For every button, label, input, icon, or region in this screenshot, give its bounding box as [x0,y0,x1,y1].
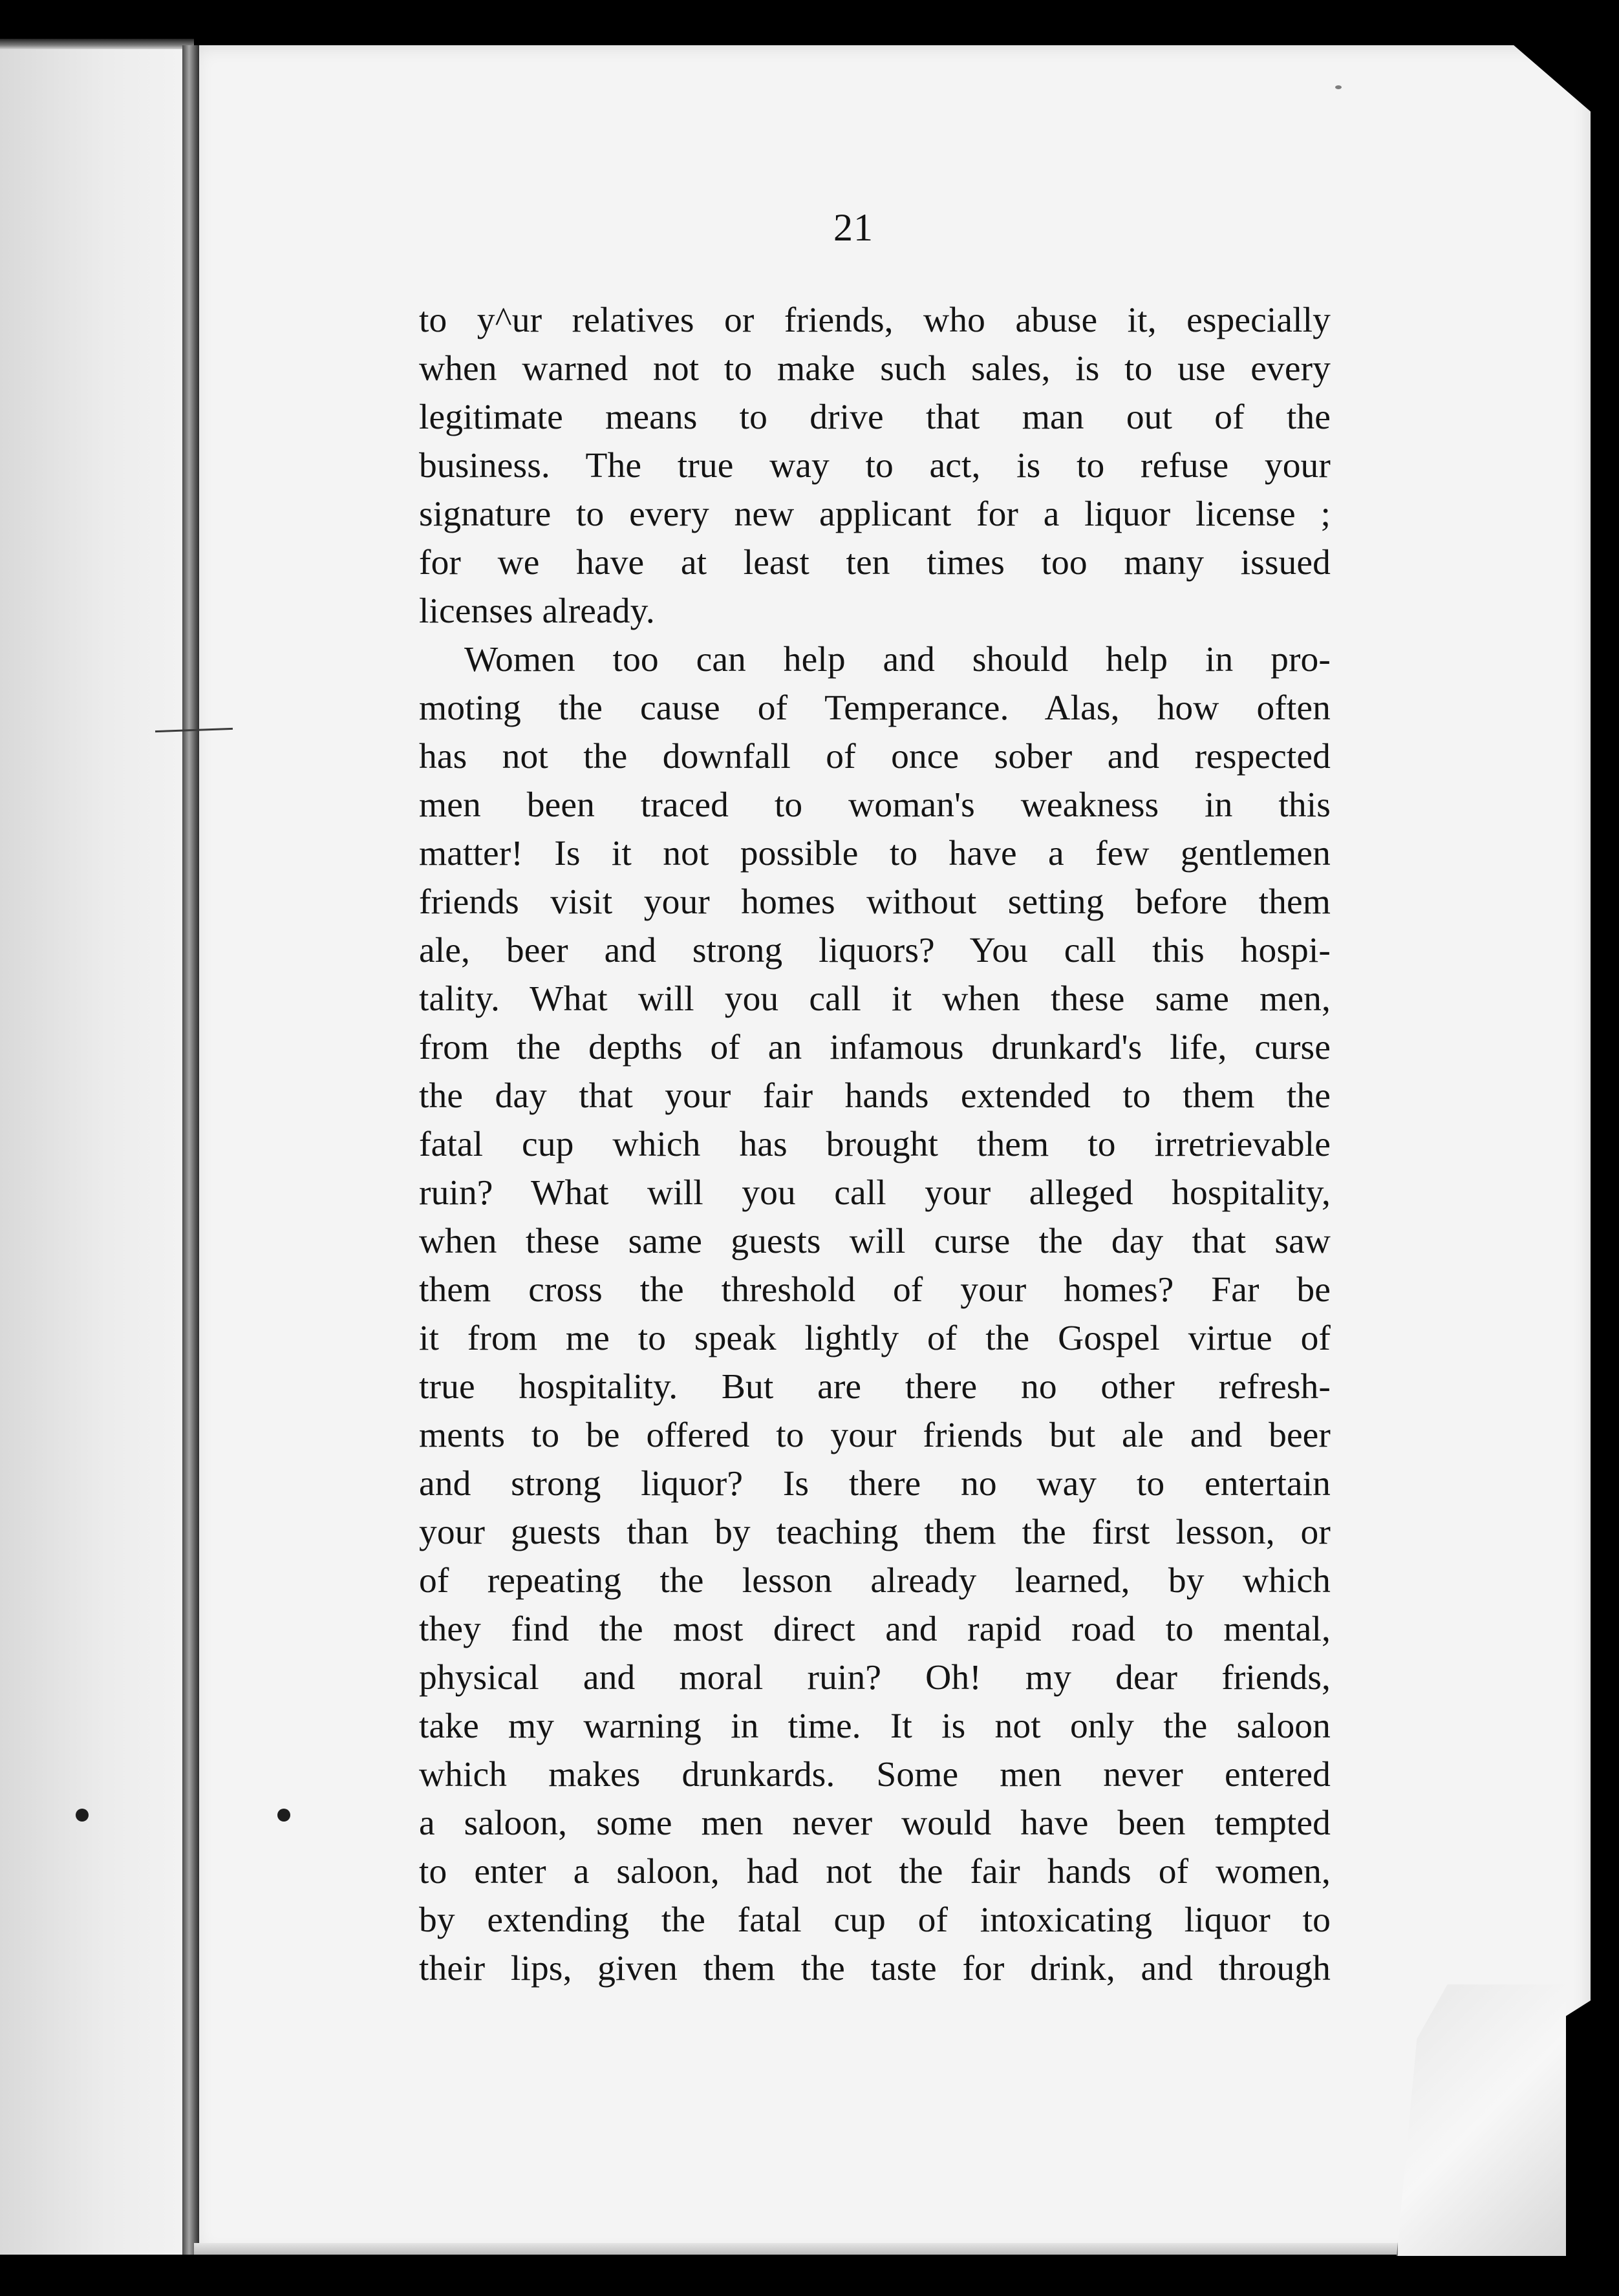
text-line: your guests than by teaching them the first lesson, or [419,1513,1331,1552]
text-line: ments to be offered to your friends but ale and beer [419,1416,1331,1455]
text-line: ale, beer and strong liquors? You call this hospi- [419,931,1331,970]
ink-speck [1335,85,1342,89]
text-line: when these same guests will curse the day that saw [419,1222,1331,1261]
text-line: which makes drunkards. Some men never entered [419,1755,1331,1794]
text-line: business. The true way to act, is to refuse your [419,446,1331,485]
text-line: it from me to speak lightly of the Gospel virtue of [419,1319,1331,1358]
text-line: licenses already. [419,591,655,631]
text-line: Women too can help and should help in pro- [464,640,1331,679]
text-line: physical and moral ruin? Oh! my dear friends, [419,1658,1331,1697]
text-line: ruin? What will you call your alleged hospitality, [419,1173,1331,1213]
text-line: by extending the fatal cup of intoxicating liquor to [419,1900,1331,1940]
text-line: a saloon, some men never would have been tempted [419,1803,1331,1843]
facing-page-edge [0,44,194,2255]
text-line: they find the most direct and rapid road to mental, [419,1610,1331,1649]
text-line: the day that your fair hands extended to them the [419,1076,1331,1116]
text-line: tality. What will you call it when these same men, [419,979,1331,1019]
text-line: and strong liquor? Is there no way to entertain [419,1464,1331,1504]
text-line: signature to every new applicant for a liquor license ; [419,494,1331,534]
text-line: fatal cup which has brought them to irretrievable [419,1125,1331,1164]
page-bottom-shadow [194,2243,1422,2255]
text-line: for we have at least ten times too many issued [419,543,1331,582]
text-line: of repeating the lesson already learned, by which [419,1561,1331,1600]
book-gutter [182,45,199,2255]
text-line: their lips, given them the taste for drink, and through [419,1949,1331,1988]
text-line: moting the cause of Temperance. Alas, how often [419,688,1331,728]
ink-spot [76,1809,89,1822]
text-line: them cross the threshold of your homes? Far be [419,1270,1331,1310]
ink-spot [277,1809,290,1822]
text-line: take my warning in time. It is not only the saloon [419,1706,1331,1746]
page-number: 21 [833,206,874,249]
text-line: when warned not to make such sales, is to use every [419,349,1331,388]
text-line: legitimate means to drive that man out of the [419,398,1331,437]
text-line: true hospitality. But are there no other refresh- [419,1367,1331,1407]
text-line: to enter a saloon, had not the fair hands of women, [419,1852,1331,1891]
text-line: matter! Is it not possible to have a few gentlemen [419,834,1331,873]
text-line: has not the downfall of once sober and respected [419,737,1331,776]
body-text [419,296,1331,1993]
text-line: friends visit your homes without setting before them [419,882,1331,922]
text-line: to y^ur relatives or friends, who abuse it, especially [419,301,1331,340]
text-line: men been traced to woman's weakness in this [419,785,1331,825]
text-line: from the depths of an infamous drunkard's life, curse [419,1028,1331,1067]
facing-page-shadow [0,39,194,49]
